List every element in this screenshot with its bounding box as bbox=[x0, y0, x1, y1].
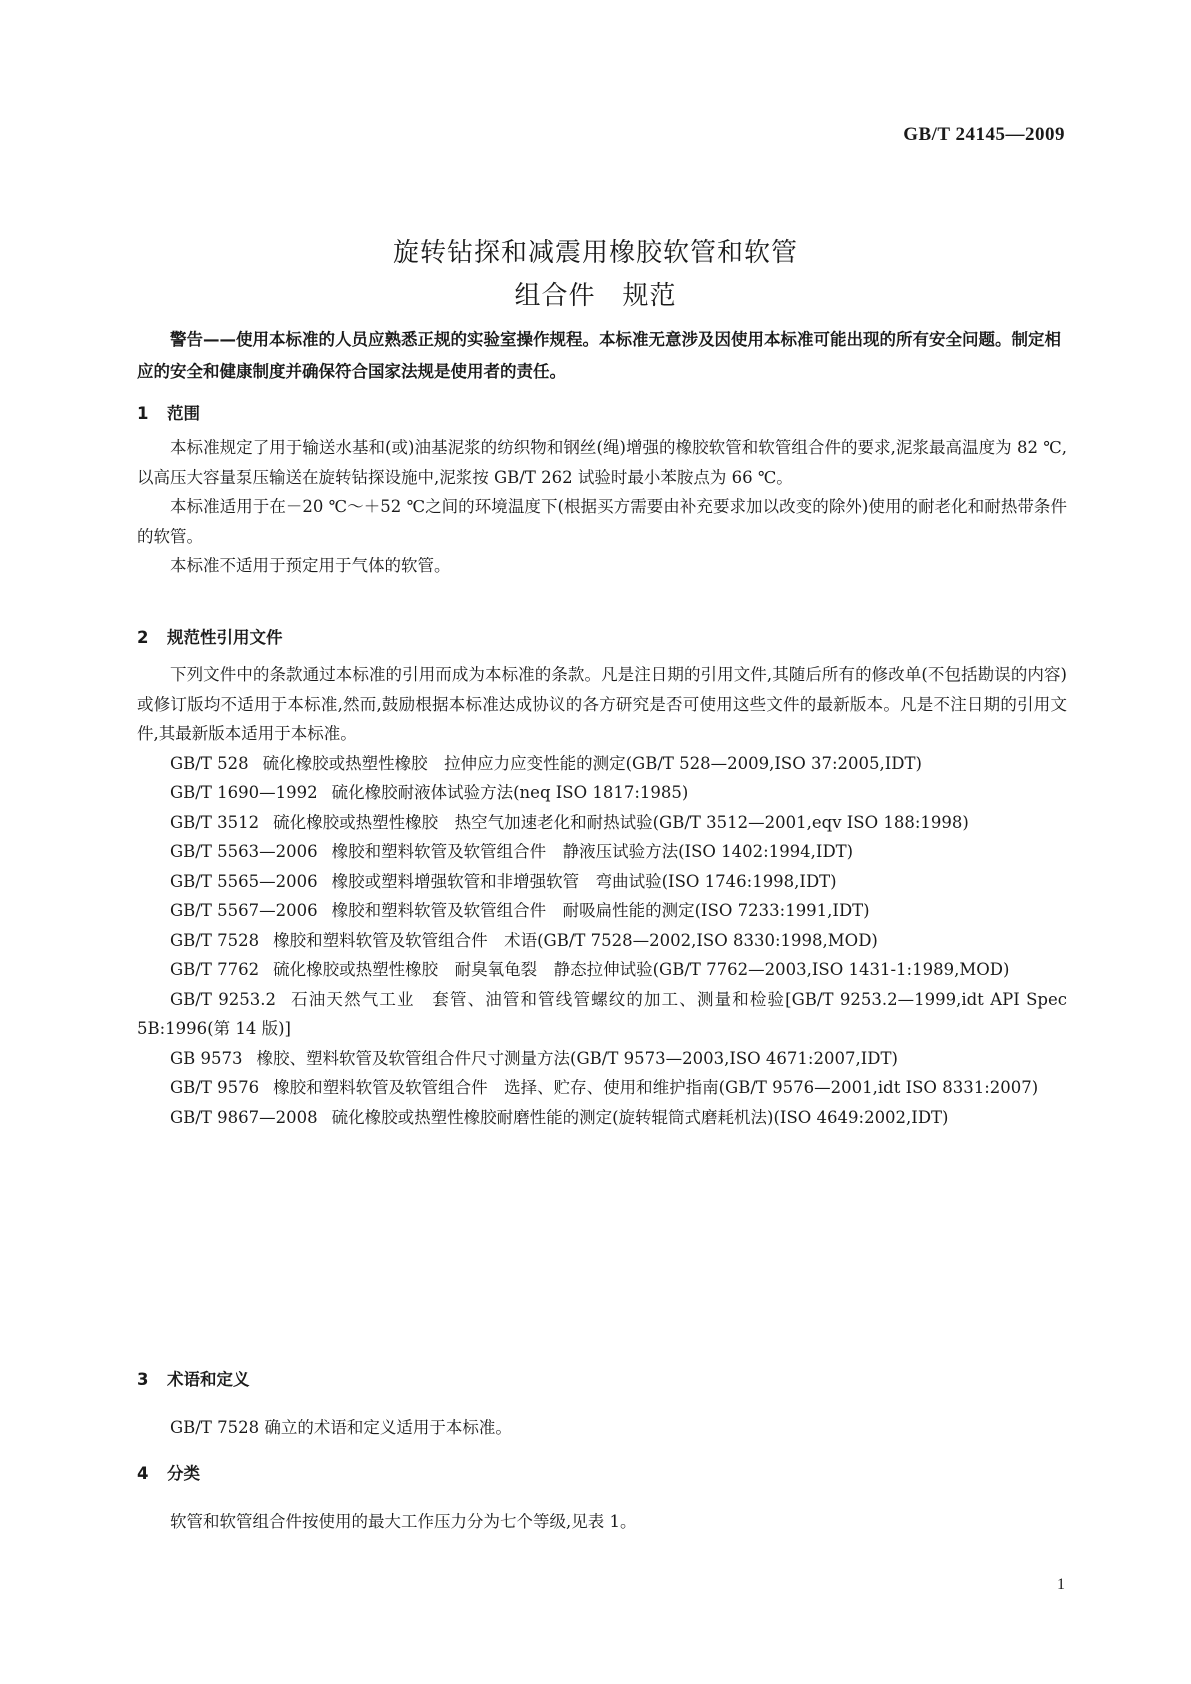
reference-code: GB/T 9253.2 bbox=[170, 989, 276, 1009]
reference-code: GB/T 5567—2006 bbox=[170, 901, 318, 920]
section-number: 1 bbox=[137, 404, 149, 423]
reference-item bbox=[137, 749, 1067, 779]
section-4-heading bbox=[137, 1460, 200, 1484]
reference-code: GB/T 528 bbox=[170, 753, 249, 773]
section-1-body bbox=[137, 433, 1067, 581]
reference-title: 橡胶和塑料软管及软管组合件 选择、贮存、使用和维护指南(GB/T 9576—2001,idt ISO 8331:2007) bbox=[273, 1078, 1039, 1097]
section-title: 规范性引用文件 bbox=[167, 628, 283, 647]
paragraph: 本标准适用于在－20 ℃～＋52 ℃之间的环境温度下(根据买方需要由补充要求加以改变的除外)使用的耐老化和耐热带条件的软管。 bbox=[137, 497, 1067, 546]
reference-item bbox=[137, 1044, 1067, 1074]
reference-item bbox=[137, 808, 1067, 838]
reference-title: 硫化橡胶或热塑性橡胶 耐臭氧龟裂 静态拉伸试验(GB/T 7762—2003,ISO 1431-1:1989,MOD) bbox=[273, 960, 1010, 979]
reference-code: GB/T 5563—2006 bbox=[170, 842, 318, 861]
warning-text: 警告——使用本标准的人员应熟悉正规的实验室操作规程。本标准无意涉及因使用本标准可能出现的所有安全问题。制定相应的安全和健康制度并确保符合国家法规是使用者的责任。 bbox=[137, 330, 1061, 381]
warning-paragraph bbox=[137, 324, 1067, 388]
section-title: 分类 bbox=[167, 1464, 200, 1483]
reference-title: 硫化橡胶或热塑性橡胶 拉伸应力应变性能的测定(GB/T 528—2009,ISO 37:2005,IDT) bbox=[262, 753, 922, 773]
section-title: 范围 bbox=[167, 404, 200, 423]
reference-item bbox=[137, 1103, 1067, 1133]
section-2-body bbox=[137, 660, 1067, 1132]
reference-item bbox=[137, 955, 1067, 985]
section-3-heading bbox=[137, 1366, 250, 1390]
paragraph: 本标准不适用于预定用于气体的软管。 bbox=[170, 556, 451, 575]
reference-title: 石油天然气工业 套管、油管和管线管螺纹的加工、测量和检验[GB/T 9253.2—1999,idt API Spec 5B:1996(第 14 版)] bbox=[137, 989, 1067, 1038]
document-title-line-1: 旋转钻探和减震用橡胶软管和软管 bbox=[392, 238, 798, 268]
reference-title: 硫化橡胶或热塑性橡胶 热空气加速老化和耐热试验(GB/T 3512—2001,eqv ISO 188:1998) bbox=[273, 812, 969, 832]
section-3-body bbox=[137, 1413, 1067, 1443]
paragraph: GB/T 7528 确立的术语和定义适用于本标准。 bbox=[170, 1418, 512, 1437]
reference-item bbox=[137, 985, 1067, 1044]
reference-code: GB/T 1690—1992 bbox=[170, 783, 318, 802]
section-number: 3 bbox=[137, 1370, 149, 1389]
reference-item bbox=[137, 867, 1067, 897]
reference-item bbox=[137, 926, 1067, 956]
reference-title: 橡胶和塑料软管及软管组合件 静液压试验方法(ISO 1402:1994,IDT) bbox=[331, 842, 854, 861]
reference-code: GB/T 9576 bbox=[170, 1078, 260, 1097]
reference-item bbox=[137, 837, 1067, 867]
reference-code: GB/T 3512 bbox=[170, 812, 260, 832]
paragraph: 下列文件中的条款通过本标准的引用而成为本标准的条款。凡是注日期的引用文件,其随后所有的修改单(不包括勘误的内容)或修订版均不适用于本标准,然而,鼓励根据本标准达成协议的各方研究是否可使用这些文件的最新版本。凡是不注日期的引用文件,其最新版本适用于本标准。 bbox=[137, 665, 1067, 743]
reference-code: GB/T 7762 bbox=[170, 960, 260, 979]
paragraph: 软管和软管组合件按使用的最大工作压力分为七个等级,见表 1。 bbox=[170, 1512, 637, 1531]
reference-item bbox=[137, 1073, 1067, 1103]
reference-code: GB/T 9867—2008 bbox=[170, 1107, 318, 1127]
reference-title: 橡胶和塑料软管及软管组合件 耐吸扁性能的测定(ISO 7233:1991,IDT) bbox=[331, 901, 870, 920]
section-2-heading bbox=[137, 624, 283, 648]
reference-title: 橡胶和塑料软管及软管组合件 术语(GB/T 7528—2002,ISO 8330:1998,MOD) bbox=[273, 930, 878, 950]
paragraph: 本标准规定了用于输送水基和(或)油基泥浆的纺织物和钢丝(绳)增强的橡胶软管和软管组合件的要求,泥浆最高温度为 82 ℃,以高压大容量泵压输送在旋转钻探设施中,泥浆按 GB/T 262 试验时最小苯胺点为 66 ℃。 bbox=[137, 438, 1067, 487]
section-number: 2 bbox=[137, 628, 149, 647]
section-title: 术语和定义 bbox=[167, 1370, 250, 1389]
document-title-line-2: 组合件 规范 bbox=[514, 281, 677, 311]
reference-item bbox=[137, 896, 1067, 926]
reference-title: 硫化橡胶耐液体试验方法(neq ISO 1817:1985) bbox=[331, 783, 689, 802]
reference-item bbox=[137, 778, 1067, 808]
standard-number: GB/T 24145—2009 bbox=[903, 124, 1065, 145]
reference-code: GB/T 5565—2006 bbox=[170, 871, 318, 891]
page-number: 1 bbox=[1057, 1576, 1065, 1593]
reference-code: GB 9573 bbox=[170, 1048, 243, 1068]
section-4-body bbox=[137, 1507, 1067, 1537]
reference-code: GB/T 7528 bbox=[170, 930, 260, 950]
section-1-heading bbox=[137, 400, 200, 424]
reference-title: 橡胶或塑料增强软管和非增强软管 弯曲试验(ISO 1746:1998,IDT) bbox=[331, 871, 837, 891]
reference-title: 硫化橡胶或热塑性橡胶耐磨性能的测定(旋转辊筒式磨耗机法)(ISO 4649:2002,IDT) bbox=[331, 1107, 949, 1127]
section-number: 4 bbox=[137, 1464, 149, 1483]
reference-title: 橡胶、塑料软管及软管组合件尺寸测量方法(GB/T 9573—2003,ISO 4671:2007,IDT) bbox=[256, 1048, 898, 1068]
